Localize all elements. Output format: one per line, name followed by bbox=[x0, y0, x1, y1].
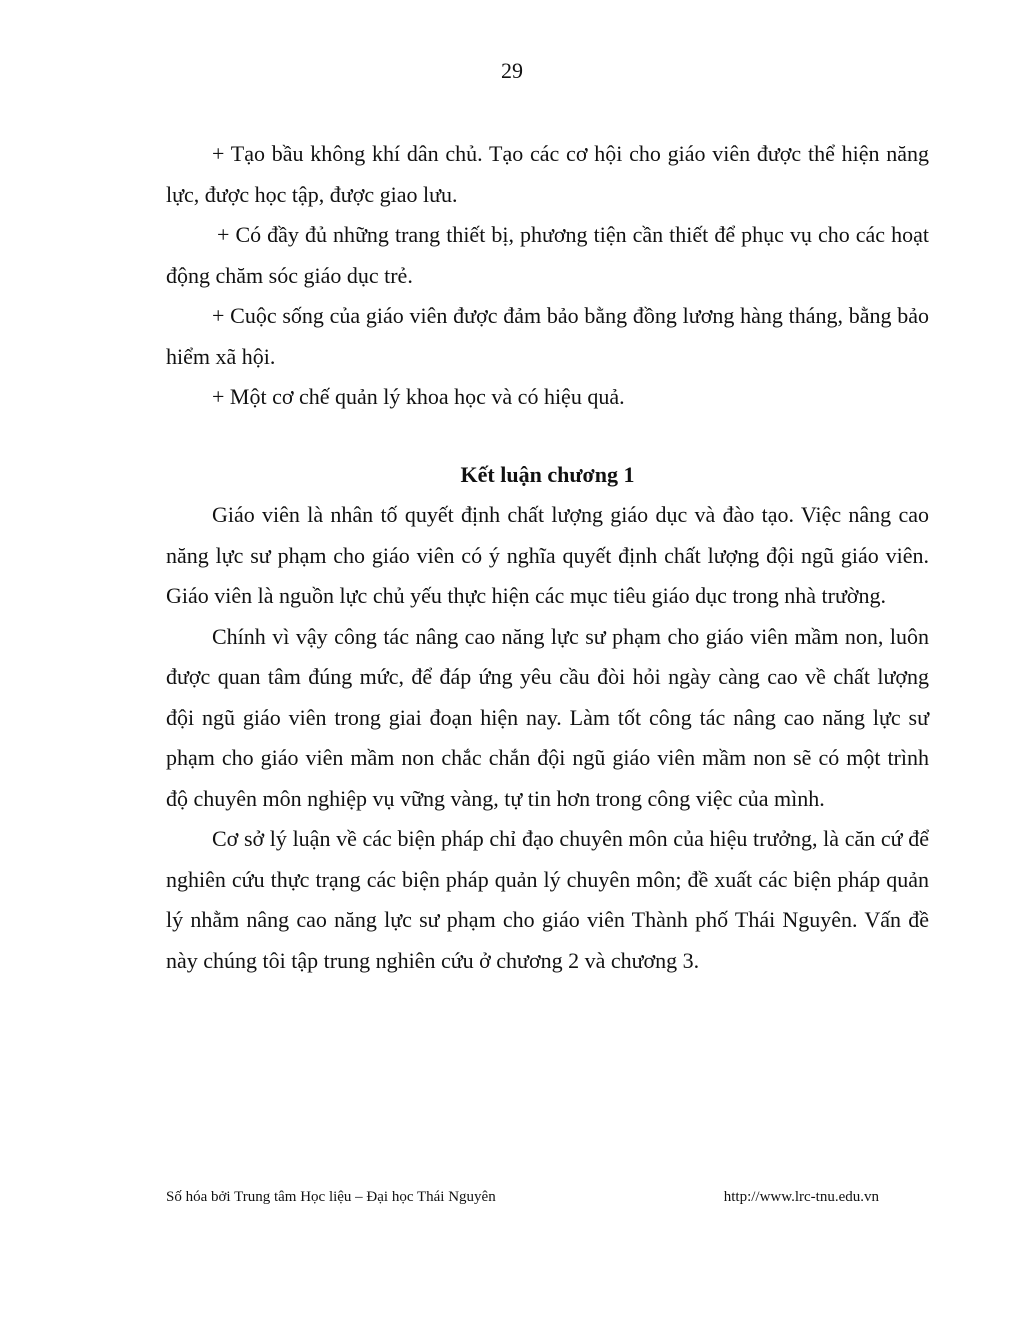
body-paragraph: Cơ sở lý luận về các biện pháp chỉ đạo chuyên môn của hiệu trưởng, là căn cứ để nghiên cứu thực trạng các biện pháp quản lý chuyên môn; đề xuất các biện pháp quản lý nhằm nâng cao năng lực sư phạm cho giáo viên Thành phố Thái Nguyên. Vấn đề này chúng tôi tập trung nghiên cứu ở chương 2 và chương 3. bbox=[166, 826, 929, 973]
footer-url-link[interactable]: http://www.lrc-tnu.edu.vn bbox=[723, 1189, 879, 1205]
list-item: + Tạo bầu không khí dân chủ. Tạo các cơ hội cho giáo viên được thể hiện năng lực, được học tập, được giao lưu. bbox=[166, 141, 929, 207]
body-paragraph: Giáo viên là nhân tố quyết định chất lượng giáo dục và đào tạo. Việc nâng cao năng lực sư phạm cho giáo viên có ý nghĩa quyết định chất lượng đội ngũ giáo viên. Giáo viên là nguồn lực chủ yếu thực hiện các mục tiêu giáo dục trong nhà trường. bbox=[166, 502, 929, 608]
list-item: + Có đầy đủ những trang thiết bị, phương tiện cần thiết để phục vụ cho các hoạt động chăm sóc giáo dục trẻ. bbox=[166, 222, 929, 288]
section-heading: Kết luận chương 1 bbox=[460, 461, 635, 487]
body-paragraph: Chính vì vậy công tác nâng cao năng lực sư phạm cho giáo viên mầm non, luôn được quan tâm đúng mức, để đáp ứng yêu cầu đòi hỏi ngày càng cao về chất lượng đội ngũ giáo viên trong giai đoạn hiện nay. Làm tốt công tác nâng cao năng lực sư phạm cho giáo viên mầm non chắc chắn đội ngũ giáo viên mầm non sẽ có một trình độ chuyên môn nghiệp vụ vững vàng, tự tin hơn trong công việc của mình. bbox=[166, 623, 929, 811]
page-body bbox=[166, 134, 929, 981]
list-item: + Một cơ chế quản lý khoa học và có hiệu quả. bbox=[212, 384, 625, 409]
page-number: 29 bbox=[501, 58, 523, 83]
footer-credit: Số hóa bởi Trung tâm Học liệu – Đại học Thái Nguyên bbox=[166, 1189, 496, 1205]
list-item: + Cuộc sống của giáo viên được đảm bảo bằng đồng lương hàng tháng, bằng bảo hiểm xã hội. bbox=[166, 303, 929, 369]
